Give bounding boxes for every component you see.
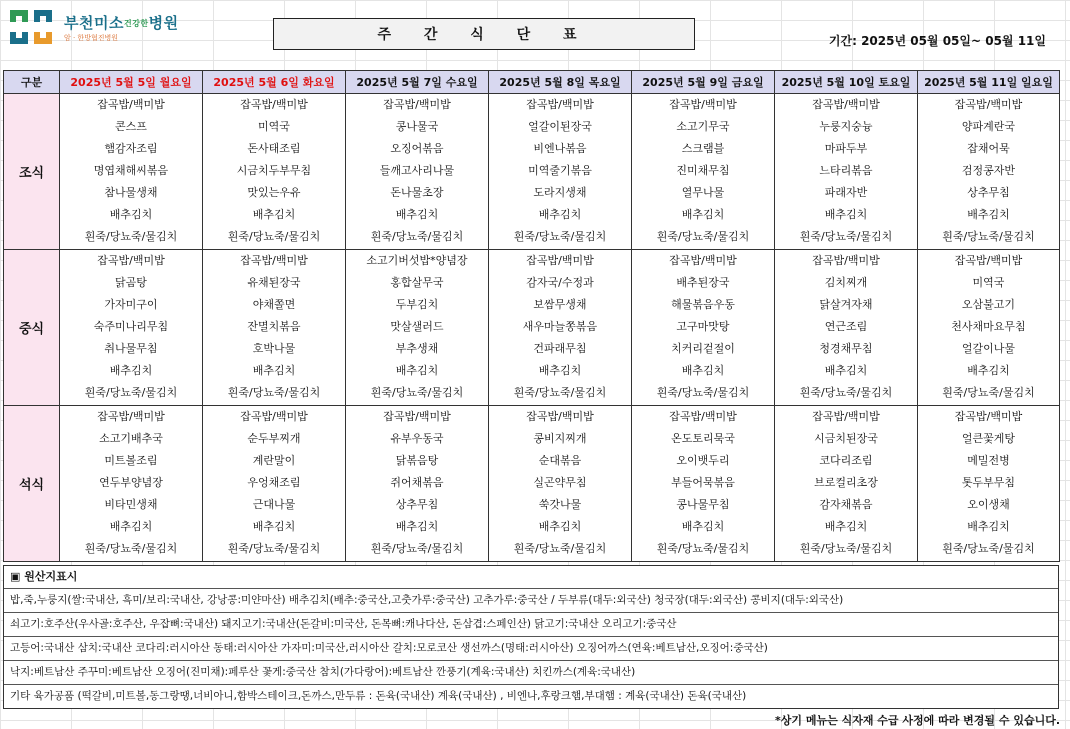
day-header: 2025년 5월 10일 토요일: [775, 71, 918, 94]
origin-line: 쇠고기:호주산(우사골:호주산, 우잡뼈:국내산) 돼지고기:국내산(돈갈비:미국산, 돈목뼈:캐나다산, 돈삼겹:스페인산) 닭고기:국내산 오리고기:중국산: [4, 612, 1058, 636]
dish-item: 흰죽/당뇨죽/물김치: [227, 386, 321, 399]
menu-cell: [60, 94, 203, 250]
dish-item: 잡채어묵: [967, 142, 1010, 155]
hospital-name: [64, 12, 179, 33]
dish-item: 잡곡밥/백미밥: [97, 410, 165, 423]
dish-item: 청경채무침: [819, 342, 873, 355]
menu-cell: [346, 406, 489, 562]
dish-item: 유채된장국: [247, 276, 301, 289]
dish-item: 흰죽/당뇨죽/물김치: [84, 542, 178, 555]
dish-item: 유부우동국: [390, 432, 444, 445]
menu-cell: [918, 94, 1060, 250]
dish-item: 미역국: [258, 120, 290, 133]
dish-item: 온도토리묵국: [671, 432, 735, 445]
dish-item: 잡곡밥/백미밥: [526, 410, 594, 423]
dish-item: 배추김치: [395, 364, 439, 377]
dish-item: 미역국: [972, 276, 1005, 289]
dish-item: 오이뱃두리: [676, 454, 730, 467]
hospital-logo: [8, 8, 208, 48]
dish-item: 들깨고사리나물: [379, 164, 455, 177]
meal-row: [4, 406, 1060, 562]
dish-item: 배추김치: [967, 208, 1010, 221]
dish-item: 흰죽/당뇨죽/물김치: [227, 542, 321, 555]
dish-item: 배추김치: [538, 208, 582, 221]
menu-cell: [203, 94, 346, 250]
dish-item: 감자채볶음: [819, 498, 873, 511]
origin-line: 밥,죽,누룽지(쌀:국내산, 흑미/보리:국내산, 강낭콩:미얀마산) 배추김치(배추:중국산,고춧가루:중국산) 고추가루:중국산 / 두부류(대두:외국산) 청국장(대두:외국산) 콩비지(대두:외국산): [4, 588, 1058, 612]
dish-item: 잡곡밥/백미밥: [669, 98, 737, 111]
hospital-logo-icon: [8, 8, 54, 46]
dish-item: 잡곡밥/백미밥: [954, 254, 1023, 267]
dish-item: 두부김치: [395, 298, 439, 311]
dish-item: 돈나물초장: [390, 186, 444, 199]
dish-item: 검정콩자반: [961, 164, 1016, 177]
meal-label: 조식: [4, 94, 60, 250]
dish-item: 소고기배추국: [99, 432, 163, 445]
dish-item: 흰죽/당뇨죽/물김치: [799, 230, 893, 243]
dish-item: 계란말이: [252, 454, 296, 467]
dish-item: 근대나물: [252, 498, 296, 511]
dish-item: 오징어볶음: [390, 142, 444, 155]
day-header: 2025년 5월 9일 금요일: [632, 71, 775, 94]
dish-item: 숙주미나리무침: [93, 320, 169, 333]
dish-item: 느타리볶음: [819, 164, 873, 177]
dish-item: 맛살샐러드: [390, 320, 444, 333]
dish-item: 흰죽/당뇨죽/물김치: [84, 386, 178, 399]
dish-item: 부들어묵볶음: [671, 476, 735, 489]
dish-item: 비타민생채: [104, 498, 158, 511]
dish-item: 잡곡밥/백미밥: [812, 410, 880, 423]
menu-cell: [203, 250, 346, 406]
dish-item: 흰죽/당뇨죽/물김치: [370, 542, 464, 555]
meal-row: [4, 94, 1060, 250]
dish-item: 맛있는우유: [247, 186, 301, 199]
menu-cell: [918, 406, 1060, 562]
dish-item: 해물볶음우동: [671, 298, 735, 311]
dish-item: 야채쫄면: [252, 298, 296, 311]
dish-item: 오이생채: [967, 498, 1010, 511]
dish-item: 흰죽/당뇨죽/물김치: [84, 230, 178, 243]
dish-item: 열무나물: [681, 186, 725, 199]
dish-item: 마파두부: [824, 142, 868, 155]
dish-item: 보쌈무생채: [533, 298, 587, 311]
menu-cell: [489, 250, 632, 406]
day-header: 2025년 5월 6일 화요일: [203, 71, 346, 94]
meal-row: [4, 250, 1060, 406]
hospital-name-main: 부천미소: [64, 14, 124, 32]
dish-item: 배추김치: [395, 520, 439, 533]
dish-item: 소고기무국: [676, 120, 730, 133]
dish-item: 잡곡밥/백미밥: [97, 98, 165, 111]
dish-item: 양파계란국: [961, 120, 1016, 133]
origin-line: 기타 육가공품 (떡갈비,미트볼,동그랑땡,너비아니,함박스테이크,돈까스,만두류 : 돈육(국내산) 계육(국내산) , 비엔나,후랑크햄,부대햄 : 계육(국내산) 돈육(국내산): [4, 684, 1058, 708]
dish-item: 배추김치: [681, 364, 725, 377]
dish-item: 톳두부무침: [961, 476, 1016, 489]
dish-item: 실곤약무침: [533, 476, 587, 489]
dish-item: 잡곡밥/백미밥: [240, 98, 308, 111]
dish-item: 치커리겉절이: [671, 342, 735, 355]
dish-item: 배추김치: [967, 364, 1010, 377]
dish-item: 배추김치: [538, 520, 582, 533]
dish-item: 배추김치: [109, 364, 153, 377]
dish-item: 돈사태조림: [247, 142, 301, 155]
dish-item: 얼갈이나물: [961, 342, 1016, 355]
footnote: *상기 메뉴는 식자재 수급 사정에 따라 변경될 수 있습니다.: [775, 714, 1060, 727]
dish-item: 비엔나볶음: [533, 142, 587, 155]
dish-item: 얼갈이된장국: [528, 120, 592, 133]
dish-item: 고구마맛탕: [676, 320, 730, 333]
dish-item: 진미채무침: [676, 164, 730, 177]
dish-item: 배추김치: [252, 364, 296, 377]
dish-item: 오삼불고기: [961, 298, 1016, 311]
dish-item: 소고기버섯밥*양념장: [366, 254, 468, 267]
dish-item: 배추김치: [395, 208, 439, 221]
dish-item: 잔멸치볶음: [247, 320, 301, 333]
dish-item: 흰죽/당뇨죽/물김치: [799, 542, 893, 555]
dish-item: 취나물무침: [104, 342, 158, 355]
menu-cell: [346, 94, 489, 250]
dish-item: 상추무침: [967, 186, 1010, 199]
dish-item: 닭곰탕: [115, 276, 147, 289]
dish-item: 콩나물국: [395, 120, 439, 133]
dish-item: 흰죽/당뇨죽/물김치: [513, 542, 607, 555]
menu-cell: [346, 250, 489, 406]
origin-notice: [3, 565, 1059, 709]
dish-item: 배추김치: [109, 520, 153, 533]
dish-item: 잡곡밥/백미밥: [526, 98, 594, 111]
dish-item: 시금치두부무침: [236, 164, 312, 177]
dish-item: 새우마늘쫑볶음: [522, 320, 598, 333]
dish-item: 흰죽/당뇨죽/물김치: [799, 386, 893, 399]
dish-item: 호박나물: [252, 342, 296, 355]
dish-item: 부추생채: [395, 342, 439, 355]
day-header: 2025년 5월 11일 일요일: [918, 71, 1060, 94]
dish-item: 잡곡밥/백미밥: [526, 254, 594, 267]
dish-item: 쥐어채볶음: [390, 476, 444, 489]
hospital-subtitle: 암 · 한방협진병원: [64, 34, 119, 42]
dish-item: 흰죽/당뇨죽/물김치: [227, 230, 321, 243]
header-row: [4, 71, 1060, 94]
menu-cell: [60, 406, 203, 562]
day-header: 2025년 5월 5일 월요일: [60, 71, 203, 94]
origin-line: 고등어:국내산 삼치:국내산 코다리:러시아산 동태:러시아산 가자미:미국산,러시아산 갈치:모로코산 생선까스(명태:러시아산) 오징어까스(연육:베트남산,오징어:중국산): [4, 636, 1058, 660]
dish-item: 흰죽/당뇨죽/물김치: [513, 386, 607, 399]
dish-item: 닭볶음탕: [395, 454, 439, 467]
dish-item: 가자미구이: [104, 298, 158, 311]
dish-item: 배추김치: [252, 520, 296, 533]
dish-item: 파래자반: [824, 186, 868, 199]
dish-item: 흰죽/당뇨죽/물김치: [942, 230, 1035, 243]
dish-item: 잡곡밥/백미밥: [954, 98, 1023, 111]
dish-item: 쑥갓나물: [538, 498, 582, 511]
dish-item: 흰죽/당뇨죽/물김치: [370, 386, 464, 399]
dish-item: 잡곡밥/백미밥: [383, 410, 451, 423]
dish-item: 김치찌개: [824, 276, 868, 289]
dish-item: 얼큰꽃게탕: [961, 432, 1016, 445]
dish-item: 잡곡밥/백미밥: [669, 254, 737, 267]
dish-item: 잡곡밥/백미밥: [812, 98, 880, 111]
dish-item: 연근조림: [824, 320, 868, 333]
dish-item: 잡곡밥/백미밥: [383, 98, 451, 111]
dish-item: 코다리조림: [819, 454, 873, 467]
menu-cell: [203, 406, 346, 562]
menu-cell: [60, 250, 203, 406]
corner-header: 구분: [4, 71, 60, 94]
dish-item: 배추된장국: [676, 276, 730, 289]
dish-item: 순대볶음: [538, 454, 582, 467]
menu-cell: [918, 250, 1060, 406]
dish-item: 흰죽/당뇨죽/물김치: [942, 542, 1035, 555]
menu-cell: [632, 250, 775, 406]
dish-item: 감자국/수정과: [526, 276, 594, 289]
dish-item: 건파래무침: [533, 342, 587, 355]
weekly-menu-table: [3, 70, 1060, 562]
dish-item: 참나물생채: [104, 186, 158, 199]
origin-title: ▣ 원산지표시: [10, 570, 78, 583]
dish-item: 흰죽/당뇨죽/물김치: [370, 230, 464, 243]
dish-item: 배추김치: [109, 208, 153, 221]
dish-item: 우엉채조림: [247, 476, 301, 489]
dish-item: 배추김치: [824, 208, 868, 221]
day-header: 2025년 5월 7일 수요일: [346, 71, 489, 94]
dish-item: 닭살겨자채: [819, 298, 873, 311]
meal-label: 중식: [4, 250, 60, 406]
dish-item: 홍합살무국: [390, 276, 444, 289]
dish-item: 연두부양념장: [99, 476, 163, 489]
dish-item: 도라지생채: [533, 186, 587, 199]
dish-item: 콩비지찌개: [533, 432, 587, 445]
dish-item: 메밀전병: [967, 454, 1010, 467]
menu-cell: [775, 250, 918, 406]
dish-item: 햄감자조림: [104, 142, 158, 155]
dish-item: 잡곡밥/백미밥: [240, 410, 308, 423]
dish-item: 명엽채해씨볶음: [93, 164, 169, 177]
menu-cell: [632, 94, 775, 250]
dish-item: 잡곡밥/백미밥: [240, 254, 308, 267]
day-header: 2025년 5월 8일 목요일: [489, 71, 632, 94]
menu-cell: [489, 94, 632, 250]
dish-item: 흰죽/당뇨죽/물김치: [656, 386, 750, 399]
dish-item: 잡곡밥/백미밥: [812, 254, 880, 267]
dish-item: 흰죽/당뇨죽/물김치: [942, 386, 1035, 399]
dish-item: 잡곡밥/백미밥: [97, 254, 165, 267]
dish-item: 흰죽/당뇨죽/물김치: [656, 230, 750, 243]
dish-item: 상추무침: [395, 498, 439, 511]
dish-item: 미역줄기볶음: [528, 164, 592, 177]
dish-item: 배추김치: [824, 364, 868, 377]
dish-item: 배추김치: [967, 520, 1010, 533]
page-title: 주 간 식 단 표: [273, 18, 695, 50]
menu-cell: [632, 406, 775, 562]
dish-item: 배추김치: [681, 520, 725, 533]
meal-label: 석식: [4, 406, 60, 562]
dish-item: 배추김치: [252, 208, 296, 221]
dish-item: 스크램블: [681, 142, 725, 155]
dish-item: 흰죽/당뇨죽/물김치: [656, 542, 750, 555]
menu-cell: [775, 94, 918, 250]
dish-item: 콩나물무침: [676, 498, 730, 511]
hospital-name-small: 건강한: [123, 19, 149, 28]
dish-item: 배추김치: [824, 520, 868, 533]
dish-item: 배추김치: [681, 208, 725, 221]
dish-item: 천사채마요무침: [951, 320, 1026, 333]
dish-item: 콘스프: [115, 120, 147, 133]
period-label: 기간: 2025년 05월 05일~ 05월 11일: [828, 34, 1046, 48]
dish-item: 배추김치: [538, 364, 582, 377]
dish-item: 미트볼조림: [104, 454, 158, 467]
origin-line: 낙지:베트남산 주꾸미:베트남산 오징어(진미채):페루산 꽃게:중국산 참치(가다랑어):베트남산 깐풍기(계육:국내산) 치킨까스(계육:국내산): [4, 660, 1058, 684]
dish-item: 시금치된장국: [814, 432, 878, 445]
dish-item: 잡곡밥/백미밥: [669, 410, 737, 423]
dish-item: 잡곡밥/백미밥: [954, 410, 1023, 423]
hospital-name-tail: 병원: [148, 14, 179, 32]
dish-item: 브로컬리초장: [814, 476, 878, 489]
menu-cell: [489, 406, 632, 562]
menu-cell: [775, 406, 918, 562]
dish-item: 흰죽/당뇨죽/물김치: [513, 230, 607, 243]
dish-item: 순두부찌개: [247, 432, 301, 445]
dish-item: 누룽지숭늉: [819, 120, 873, 133]
